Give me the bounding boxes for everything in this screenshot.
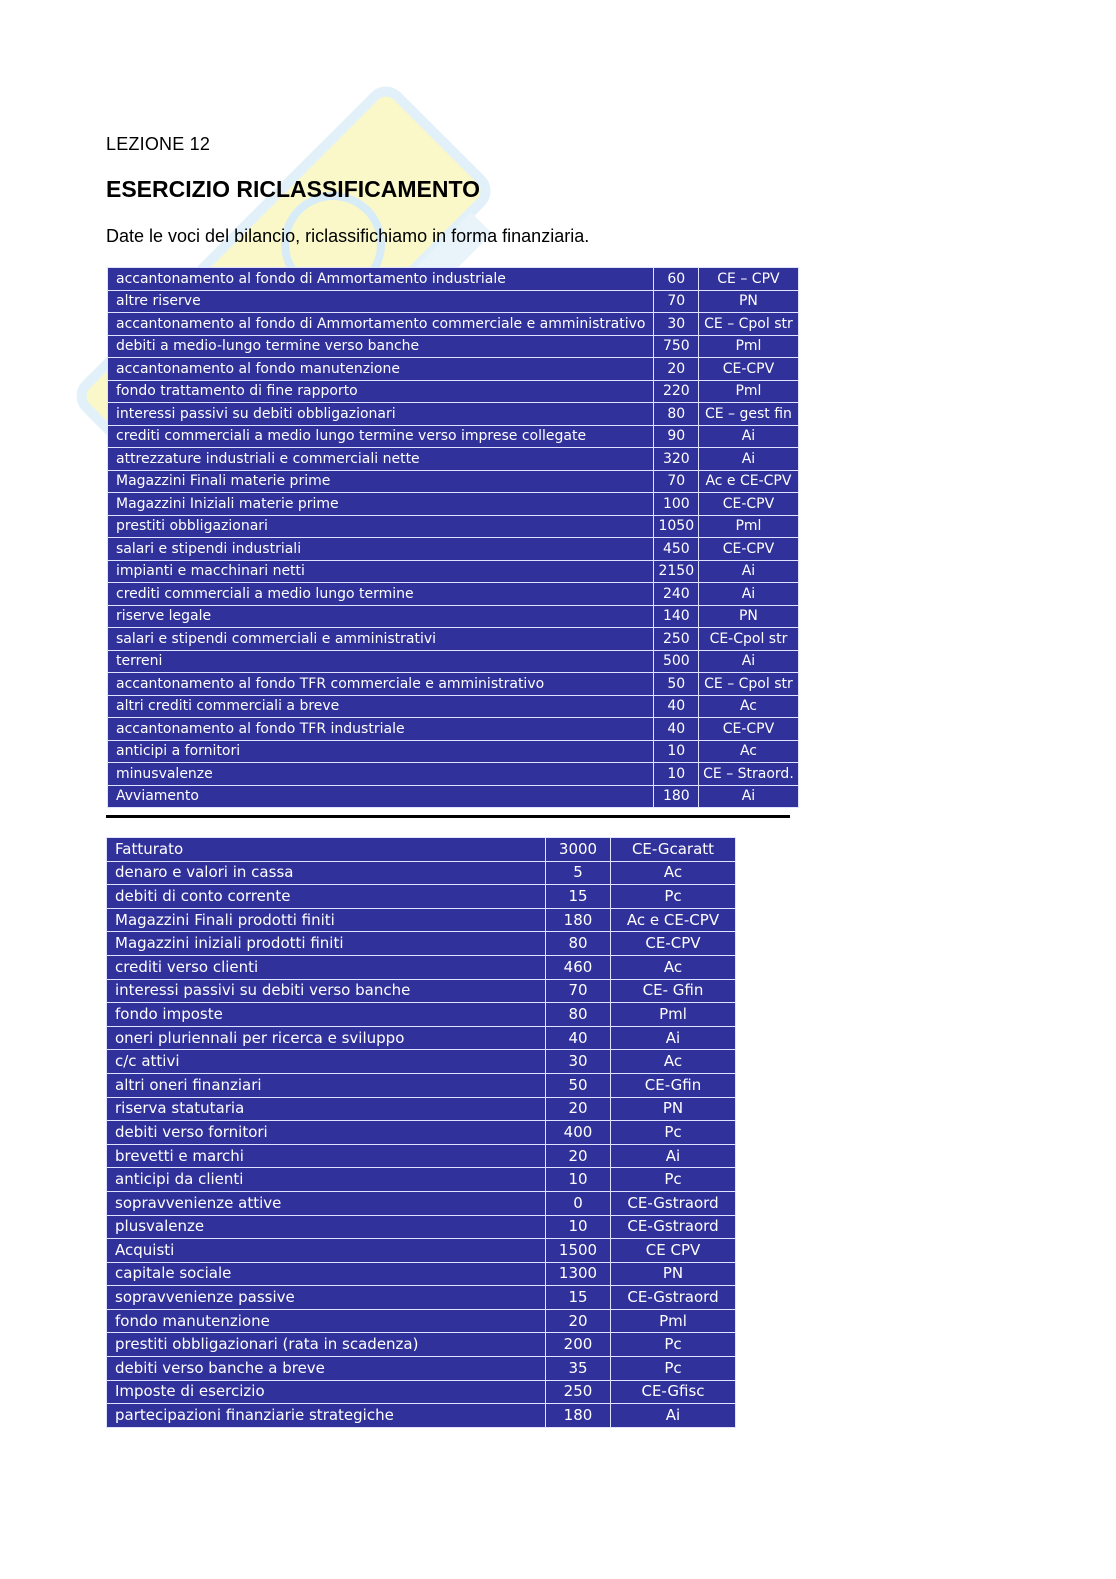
table-row [107, 1333, 736, 1357]
item-class-cell: Ac e CE-CPV [699, 470, 799, 493]
item-name-cell: prestiti obbligazionari [108, 515, 654, 538]
table-row [107, 1026, 736, 1050]
table-row [108, 785, 799, 808]
item-value-cell: 40 [654, 695, 699, 718]
item-name-cell: sopravvenienze passive [107, 1286, 546, 1310]
item-class-cell: CE – Straord. [699, 763, 799, 786]
item-value-cell: 250 [546, 1380, 611, 1404]
item-value-cell: 3000 [546, 838, 611, 862]
item-class-cell: Pc [611, 1333, 736, 1357]
item-class-cell: Ai [611, 1144, 736, 1168]
item-value-cell: 200 [546, 1333, 611, 1357]
item-name-cell: impianti e macchinari netti [108, 560, 654, 583]
item-name-cell: attrezzature industriali e commerciali nette [108, 448, 654, 471]
item-name-cell: crediti verso clienti [107, 955, 546, 979]
item-value-cell: 70 [654, 470, 699, 493]
item-name-cell: interessi passivi su debiti verso banche [107, 979, 546, 1003]
item-name-cell: accantonamento al fondo TFR commerciale e amministrativo [108, 673, 654, 696]
item-name-cell: Imposte di esercizio [107, 1380, 546, 1404]
item-value-cell: 90 [654, 425, 699, 448]
item-name-cell: terreni [108, 650, 654, 673]
item-value-cell: 180 [546, 908, 611, 932]
item-class-cell: Pml [699, 335, 799, 358]
table-row [107, 885, 736, 909]
item-class-cell: PN [611, 1262, 736, 1286]
intro-text: Date le voci del bilancio, riclassifichiamo in forma finanziaria. [106, 226, 590, 246]
item-class-cell: Pc [611, 885, 736, 909]
item-class-cell: Pc [611, 1168, 736, 1192]
item-name-cell: accantonamento al fondo di Ammortamento commerciale e amministrativo [108, 313, 654, 336]
table-row [108, 403, 799, 426]
table-row [107, 979, 736, 1003]
table-row [107, 1168, 736, 1192]
item-value-cell: 450 [654, 538, 699, 561]
table-row [108, 358, 799, 381]
item-name-cell: salari e stipendi industriali [108, 538, 654, 561]
item-class-cell: Ac e CE-CPV [611, 908, 736, 932]
item-value-cell: 750 [654, 335, 699, 358]
item-value-cell: 50 [654, 673, 699, 696]
separator-line [106, 815, 790, 818]
item-class-cell: CE-CPV [611, 932, 736, 956]
item-name-cell: accantonamento al fondo TFR industriale [108, 718, 654, 741]
item-name-cell: altri oneri finanziari [107, 1073, 546, 1097]
item-value-cell: 80 [654, 403, 699, 426]
item-class-cell: CE-Gfin [611, 1073, 736, 1097]
item-name-cell: sopravvenienze attive [107, 1191, 546, 1215]
item-class-cell: Ai [699, 650, 799, 673]
table-row [108, 470, 799, 493]
item-value-cell: 100 [654, 493, 699, 516]
item-value-cell: 50 [546, 1073, 611, 1097]
table-row [108, 268, 799, 291]
item-name-cell: minusvalenze [108, 763, 654, 786]
item-class-cell: Ai [699, 785, 799, 808]
item-class-cell: PN [699, 605, 799, 628]
item-name-cell: riserva statutaria [107, 1097, 546, 1121]
table-row [108, 380, 799, 403]
item-value-cell: 30 [654, 313, 699, 336]
item-name-cell: Magazzini Iniziali materie prime [108, 493, 654, 516]
balance-items-table-1 [107, 267, 799, 808]
item-class-cell: Ai [699, 560, 799, 583]
table-row [107, 908, 736, 932]
item-name-cell: denaro e valori in cassa [107, 861, 546, 885]
item-name-cell: Fatturato [107, 838, 546, 862]
item-class-cell: Ai [699, 448, 799, 471]
item-name-cell: fondo imposte [107, 1003, 546, 1027]
item-value-cell: 15 [546, 885, 611, 909]
table-row [107, 1144, 736, 1168]
table-row [108, 313, 799, 336]
item-value-cell: 140 [654, 605, 699, 628]
table-row [107, 1003, 736, 1027]
item-value-cell: 70 [546, 979, 611, 1003]
table-row [107, 1380, 736, 1404]
table-row [107, 1286, 736, 1310]
item-value-cell: 220 [654, 380, 699, 403]
item-class-cell: Pml [611, 1309, 736, 1333]
item-name-cell: brevetti e marchi [107, 1144, 546, 1168]
balance-items-table-2 [106, 837, 736, 1428]
item-name-cell: interessi passivi su debiti obbligazionari [108, 403, 654, 426]
item-name-cell: accantonamento al fondo di Ammortamento industriale [108, 268, 654, 291]
table-row [107, 1357, 736, 1381]
item-name-cell: Magazzini iniziali prodotti finiti [107, 932, 546, 956]
item-value-cell: 1300 [546, 1262, 611, 1286]
table-row [107, 1309, 736, 1333]
table-row [107, 838, 736, 862]
item-class-cell: Pml [699, 380, 799, 403]
item-name-cell: crediti commerciali a medio lungo termine [108, 583, 654, 606]
item-value-cell: 80 [546, 1003, 611, 1027]
item-name-cell: altre riserve [108, 290, 654, 313]
table-row [107, 955, 736, 979]
item-name-cell: Acquisti [107, 1239, 546, 1263]
item-class-cell: Pml [699, 515, 799, 538]
item-value-cell: 1050 [654, 515, 699, 538]
table-row [108, 718, 799, 741]
item-value-cell: 10 [654, 740, 699, 763]
item-value-cell: 5 [546, 861, 611, 885]
item-class-cell: Ac [611, 861, 736, 885]
item-name-cell: crediti commerciali a medio lungo termine verso imprese collegate [108, 425, 654, 448]
item-value-cell: 250 [654, 628, 699, 651]
item-class-cell: CE-Gstraord [611, 1286, 736, 1310]
item-class-cell: Ac [699, 740, 799, 763]
table-row [108, 290, 799, 313]
table-row [107, 861, 736, 885]
item-value-cell: 240 [654, 583, 699, 606]
item-name-cell: salari e stipendi commerciali e amministrativi [108, 628, 654, 651]
table-row [107, 932, 736, 956]
item-value-cell: 20 [546, 1097, 611, 1121]
item-value-cell: 20 [654, 358, 699, 381]
item-class-cell: Ac [699, 695, 799, 718]
page-title: ESERCIZIO RICLASSIFICAMENTO [106, 176, 480, 202]
item-name-cell: capitale sociale [107, 1262, 546, 1286]
table-row [108, 695, 799, 718]
item-class-cell: CE – CPV [699, 268, 799, 291]
item-class-cell: CE-CPV [699, 358, 799, 381]
table-row [107, 1097, 736, 1121]
table-row [108, 605, 799, 628]
item-class-cell: CE-CPV [699, 718, 799, 741]
item-name-cell: debiti verso fornitori [107, 1121, 546, 1145]
item-value-cell: 460 [546, 955, 611, 979]
item-class-cell: CE – Cpol str [699, 313, 799, 336]
item-class-cell: CE-CPV [699, 493, 799, 516]
item-value-cell: 15 [546, 1286, 611, 1310]
item-name-cell: altri crediti commerciali a breve [108, 695, 654, 718]
item-class-cell: Pc [611, 1357, 736, 1381]
item-name-cell: c/c attivi [107, 1050, 546, 1074]
table-row [107, 1191, 736, 1215]
table-row [107, 1073, 736, 1097]
item-class-cell: PN [699, 290, 799, 313]
item-name-cell: Magazzini Finali materie prime [108, 470, 654, 493]
item-value-cell: 30 [546, 1050, 611, 1074]
item-class-cell: Ai [611, 1026, 736, 1050]
item-class-cell: CE – Cpol str [699, 673, 799, 696]
item-value-cell: 180 [546, 1404, 611, 1428]
table-row [108, 673, 799, 696]
table-row [108, 560, 799, 583]
table-row [107, 1050, 736, 1074]
item-value-cell: 40 [546, 1026, 611, 1050]
table-row [108, 493, 799, 516]
item-class-cell: CE-Gstraord [611, 1215, 736, 1239]
item-value-cell: 10 [546, 1215, 611, 1239]
item-name-cell: debiti a medio-lungo termine verso banche [108, 335, 654, 358]
item-name-cell: oneri pluriennali per ricerca e sviluppo [107, 1026, 546, 1050]
item-name-cell: fondo manutenzione [107, 1309, 546, 1333]
table-row [107, 1215, 736, 1239]
item-value-cell: 2150 [654, 560, 699, 583]
item-value-cell: 40 [654, 718, 699, 741]
item-class-cell: Pc [611, 1121, 736, 1145]
item-value-cell: 500 [654, 650, 699, 673]
item-class-cell: CE-Gfisc [611, 1380, 736, 1404]
table-row [108, 515, 799, 538]
item-value-cell: 70 [654, 290, 699, 313]
item-value-cell: 60 [654, 268, 699, 291]
item-value-cell: 10 [546, 1168, 611, 1192]
item-class-cell: Pml [611, 1003, 736, 1027]
item-name-cell: debiti verso banche a breve [107, 1357, 546, 1381]
table-row [107, 1262, 736, 1286]
table-row [107, 1404, 736, 1428]
table-row [108, 628, 799, 651]
item-name-cell: Avviamento [108, 785, 654, 808]
table-row [107, 1239, 736, 1263]
item-name-cell: anticipi a fornitori [108, 740, 654, 763]
item-name-cell: accantonamento al fondo manutenzione [108, 358, 654, 381]
item-value-cell: 10 [654, 763, 699, 786]
item-class-cell: Ai [611, 1404, 736, 1428]
item-class-cell: CE-Gcaratt [611, 838, 736, 862]
item-value-cell: 0 [546, 1191, 611, 1215]
table-row [108, 448, 799, 471]
item-name-cell: partecipazioni finanziarie strategiche [107, 1404, 546, 1428]
item-class-cell: Ai [699, 425, 799, 448]
item-class-cell: Ai [699, 583, 799, 606]
item-name-cell: debiti di conto corrente [107, 885, 546, 909]
item-value-cell: 20 [546, 1309, 611, 1333]
item-class-cell: CE-Gstraord [611, 1191, 736, 1215]
item-class-cell: CE-CPV [699, 538, 799, 561]
table-row [108, 763, 799, 786]
item-name-cell: fondo trattamento di fine rapporto [108, 380, 654, 403]
table-row [107, 1121, 736, 1145]
item-class-cell: PN [611, 1097, 736, 1121]
table-row [108, 650, 799, 673]
item-value-cell: 320 [654, 448, 699, 471]
table-row [108, 335, 799, 358]
table-row [108, 740, 799, 763]
item-class-cell: CE- Gfin [611, 979, 736, 1003]
table-row [108, 583, 799, 606]
table-row [108, 425, 799, 448]
item-name-cell: riserve legale [108, 605, 654, 628]
item-value-cell: 35 [546, 1357, 611, 1381]
table-row [108, 538, 799, 561]
item-value-cell: 1500 [546, 1239, 611, 1263]
item-value-cell: 180 [654, 785, 699, 808]
item-class-cell: CE CPV [611, 1239, 736, 1263]
item-name-cell: Magazzini Finali prodotti finiti [107, 908, 546, 932]
item-value-cell: 20 [546, 1144, 611, 1168]
lesson-label: LEZIONE 12 [106, 134, 211, 154]
item-class-cell: CE-Cpol str [699, 628, 799, 651]
item-name-cell: plusvalenze [107, 1215, 546, 1239]
item-class-cell: Ac [611, 955, 736, 979]
item-name-cell: prestiti obbligazionari (rata in scadenza) [107, 1333, 546, 1357]
item-class-cell: CE – gest fin [699, 403, 799, 426]
item-value-cell: 400 [546, 1121, 611, 1145]
item-class-cell: Ac [611, 1050, 736, 1074]
item-value-cell: 80 [546, 932, 611, 956]
item-name-cell: anticipi da clienti [107, 1168, 546, 1192]
